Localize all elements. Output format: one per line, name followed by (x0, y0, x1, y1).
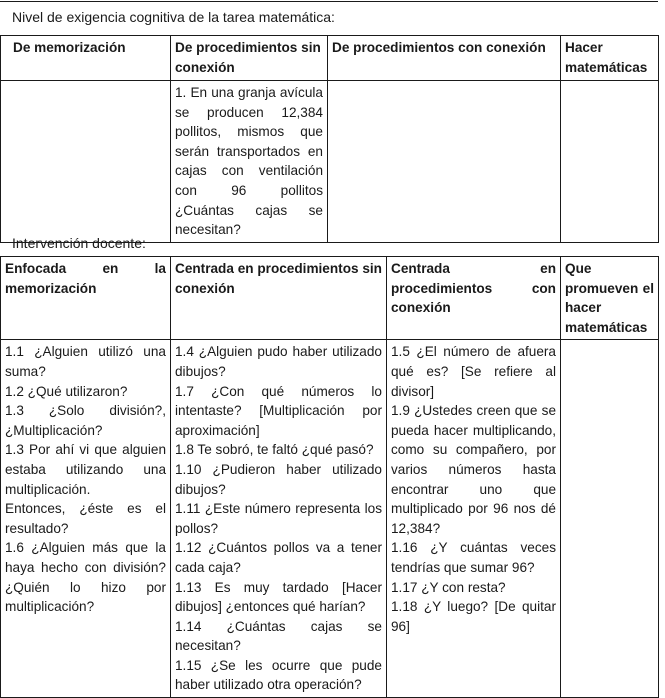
list-item: 1.4 ¿Alguien pudo haber utilizado dibujos? (175, 344, 382, 379)
list-item: 1.3 Por ahí vi que alguien estaba utilizando una multiplicación. (5, 442, 166, 497)
list-item: 1.7 ¿Con qué números lo intentaste? [Multiplicación por aproximación] (175, 383, 382, 438)
teacher-intervention-table (0, 256, 659, 698)
intervention-header-row (1, 257, 659, 340)
list-item: 1.1 ¿Alguien utilizó una suma? (5, 344, 166, 379)
cell-memorization (1, 81, 171, 243)
header-memorization: De memorización (1, 36, 171, 81)
header-centered-with-connection: Centrada en procedimientos con conexión (387, 257, 561, 340)
header-focused-memorization: Enfocada en la memorización (1, 257, 171, 340)
header-centered-without-connection: Centrada en procedimientos sin conexión (171, 257, 387, 340)
header-procedures-without-connection: De procedimientos sin conexión (171, 36, 328, 81)
list-item: 1.14 ¿Cuántas cajas se necesitan? (175, 618, 382, 654)
col-without-connection-questions (171, 340, 387, 698)
list-item: 1.12 ¿Cuántos pollos va a tener cada caja? (175, 540, 382, 575)
list-item: 1.9 ¿Ustedes creen que se pueda hacer multiplicando, como su compañero, por varios números hasta encontrar uno que multiplicado por 96 nos dé 12,384? (391, 403, 556, 536)
task-demand-header-row (1, 36, 659, 81)
header-doing-math: Hacer matemáticas (561, 36, 659, 81)
list-item: 1.18 ¿Y luego? [De quitar 96] (391, 599, 556, 634)
list-item: 1.5 ¿El número de afuera qué es? [Se refiere al divisor] (391, 344, 556, 399)
list-item: 1.11 ¿Este número representa los pollos? (175, 501, 382, 536)
list-item: 1.17 ¿Y con resta? (391, 579, 506, 595)
header-promote-doing-math: Que promueven el hacer matemáticas (561, 257, 659, 340)
list-item: 1.6 ¿Alguien más que la haya hecho con división? ¿Quién lo hizo por multiplicación? (5, 540, 166, 615)
list-item: 1.3 ¿Solo división?, ¿Multiplicación? (5, 403, 166, 438)
list-item: 1.13 Es muy tardado [Hacer dibujos] ¿entonces qué harían? (175, 579, 382, 615)
col-doing-math-questions (561, 340, 659, 698)
task-problem-text: 1. En una granja avícula se producen 12,384 pollitos, mismos que serán transportados en cajas con ventilación con 96 pollitos ¿Cuántas cajas se necesitan? (171, 81, 328, 243)
task-demand-table (0, 35, 659, 243)
cell-doing-math (561, 81, 659, 243)
header-procedures-with-connection: De procedimientos con conexión (328, 36, 561, 81)
col-memorization-questions (1, 340, 171, 698)
list-item: Entonces, ¿éste es el resultado? (5, 501, 166, 536)
list-item: 1.8 Te sobró, te faltó ¿qué pasó? (175, 442, 374, 458)
intervention-body-row (1, 340, 659, 698)
section2-title: Intervención docente: (12, 235, 146, 251)
cell-with-connection (328, 81, 561, 243)
section1-title: Nivel de exigencia cognitiva de la tarea matemática: (12, 9, 335, 25)
top-rule (0, 1, 658, 2)
list-item: 1.15 ¿Se les ocurre que pude haber utilizado otra operación? (175, 657, 382, 693)
task-demand-body-row (1, 81, 659, 243)
list-item: 1.10 ¿Pudieron haber utilizado dibujos? (175, 461, 382, 497)
list-item: 1.16 ¿Y cuántas veces tendrías que sumar 96? (391, 540, 556, 575)
list-item: 1.2 ¿Qué utilizaron? (5, 383, 128, 399)
col-with-connection-questions (387, 340, 561, 698)
